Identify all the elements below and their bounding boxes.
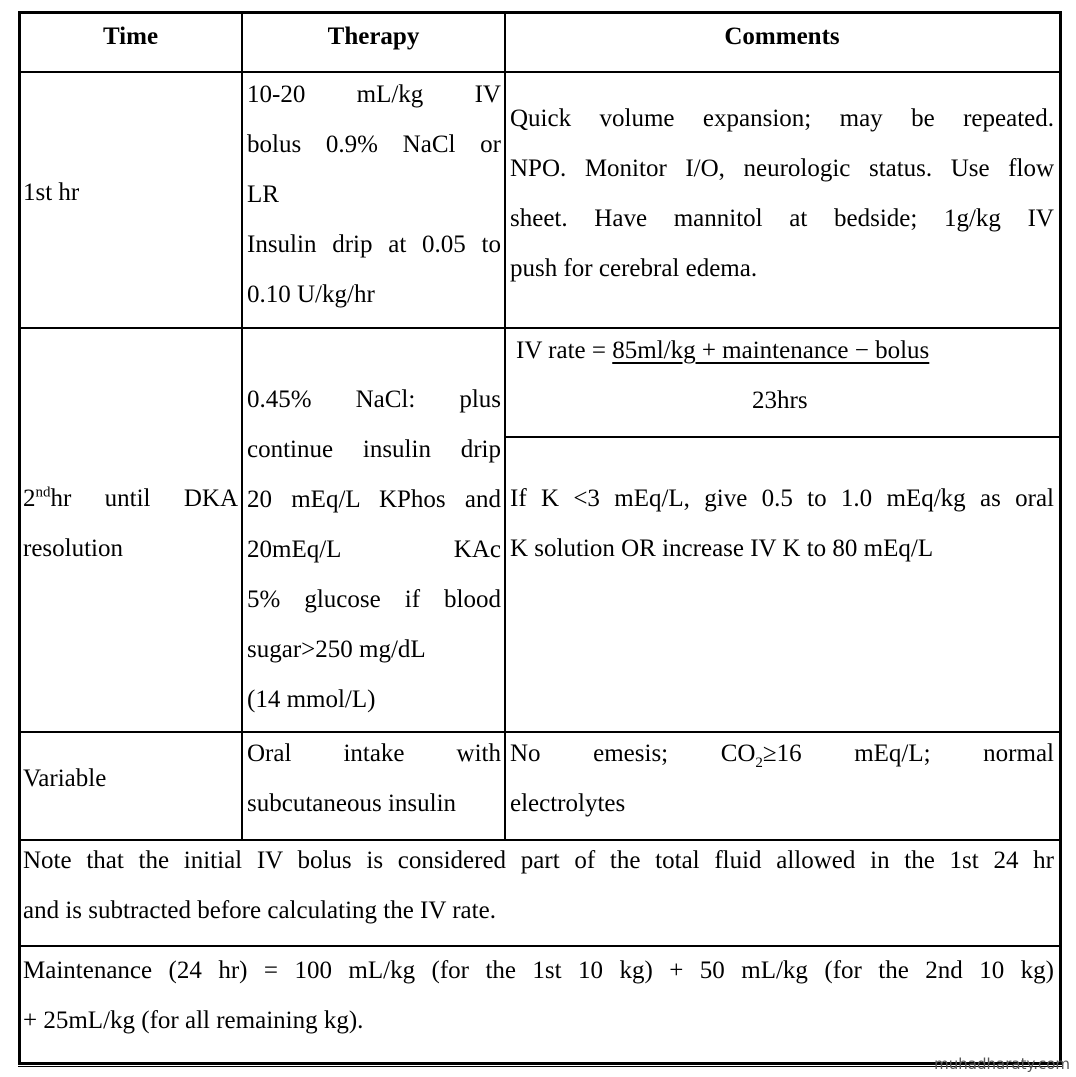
row1-comments-line2: NPO. Monitor I/O, neurologic status. Use flow [510, 155, 1054, 182]
row1-comments [510, 94, 1054, 294]
note-line1: Note that the initial IV bolus is considered part of the total fluid allowed in the 1st 24 hr [23, 847, 1054, 874]
col2-divider [504, 13, 506, 840]
row1-therapy-line4: Insulin drip at 0.05 to [247, 231, 501, 258]
header-row-divider [20, 71, 1060, 73]
row2-time [23, 474, 238, 574]
row1-therapy-line1: 10-20 mL/kg IV [247, 81, 501, 108]
header-comments: Comments [724, 23, 840, 50]
row1-comments-line3: sheet. Have mannitol at bedside; 1g/kg IV [510, 205, 1054, 232]
row2-time-line1: 2ndhr until DKA [23, 484, 238, 512]
iv-rate-formula [516, 326, 1046, 426]
row2-therapy-line3: 20 mEq/L KPhos and [247, 486, 501, 513]
row2-therapy-line6: sugar>250 mg/dL [247, 636, 426, 663]
row3-therapy-line2: subcutaneous insulin [247, 790, 457, 817]
bottom-rule [18, 1066, 1062, 1067]
row3-comments-line1: No emesis; $CO_2\ge 16$ mEq/L; normal [510, 740, 1054, 771]
watermark: muhadharaty.com [934, 1055, 1070, 1073]
row1-therapy-line3: LR [247, 181, 279, 208]
maintenance-line1: Maintenance (24 hr) = 100 mL/kg (for the 1st 10 kg) + 50 mL/kg (for the 2nd 10 kg) [23, 957, 1054, 984]
row2-therapy-line1: 0.45% NaCl: plus [247, 386, 501, 413]
potassium-line1: If K <3 mEq/L, give 0.5 to 1.0 mEq/kg as oral [510, 485, 1054, 512]
row1-comments-line4: push for cerebral edema. [510, 255, 758, 282]
maintenance-line2: + 25mL/kg (for all remaining kg). [23, 1007, 364, 1034]
row3-therapy-line1: Oral intake with [247, 740, 501, 767]
note-line2: and is subtracted before calculating the IV rate. [23, 897, 496, 924]
maintenance-text [23, 946, 1054, 1046]
row2-therapy-line7: (14 mmol/L) [247, 686, 376, 713]
header-time: Time [102, 23, 159, 50]
iv-rate-numerator-line: IV rate = 85ml/kg + maintenance − bolus [516, 337, 930, 364]
header-therapy: Therapy [327, 23, 420, 50]
row1-therapy-line5: 0.10 U/kg/hr [247, 281, 375, 308]
row1-therapy [247, 70, 501, 320]
row2-therapy-line2: continue insulin drip [247, 436, 501, 463]
row2-therapy-line4: 20mEq/L KAc [247, 536, 501, 563]
row2-time-line2: resolution [23, 535, 123, 562]
potassium-line2: K solution OR increase IV K to 80 mEq/L [510, 535, 934, 562]
row1-therapy-line2: bolus 0.9% NaCl or [247, 131, 501, 158]
row3-comments [510, 729, 1054, 829]
col1-divider [241, 13, 243, 840]
note-text [23, 836, 1054, 936]
iv-rate-divider [505, 436, 1060, 438]
row1-time: 1st hr [23, 179, 80, 206]
row1-comments-line1: Quick volume expansion; may be repeated. [510, 105, 1054, 132]
row3-time: Variable [23, 765, 107, 792]
row2-therapy [247, 375, 501, 725]
row3-comments-line2: electrolytes [510, 790, 626, 817]
iv-rate-denominator: 23hrs [752, 387, 808, 414]
potassium-comment [510, 474, 1054, 574]
row3-therapy [247, 729, 501, 829]
row2-therapy-line5: 5% glucose if blood [247, 586, 501, 613]
